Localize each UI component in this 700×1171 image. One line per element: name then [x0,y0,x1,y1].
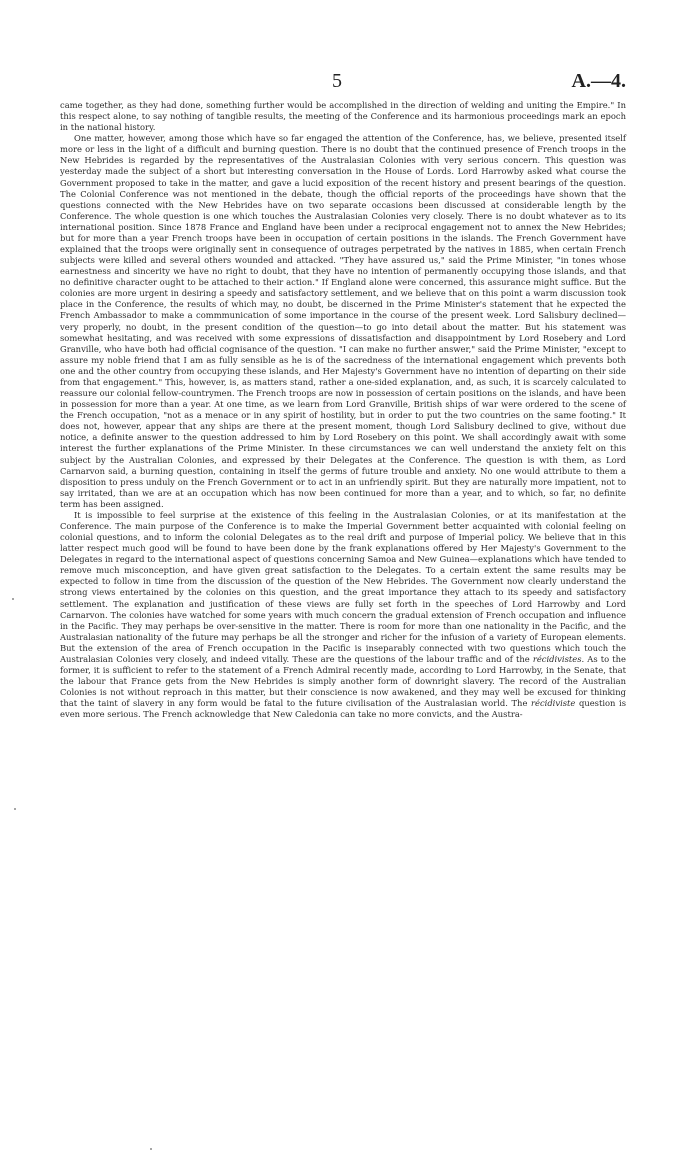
paragraph-2 [60,133,626,510]
paragraph-3-text-a: It is impossible to feel surprise at the existence of this feeling in the Australasian Colonies, or at its manifestation at the Conference. The main purpose of the Conference is to make the Imperial Government better acquainted with colonial feeling on colonial questions, and to inform the colonial Delegates as to the real drift and purpose of Imperial policy. We believe that in this latter respect much good will be found to have been done by the frank explanations offered by Her Majesty's Government to the Delegates in regard to the international aspect of questions concerning Samoa and New Guinea—explanations which have tended to remove much misconception, and have given great satisfaction to the Delegates. To a certain extent the same results may be expected to follow in time from the discussion of the question of the New Hebrides. The Government now clearly understand the strong views entertained by the colonies on this question, and the great importance they attach to its speedy and satisfactory settlement. The explanation and justification of these views are fully set forth in the speeches of Lord Harrowby and Lord Carnarvon. The colonies have watched for some years with much concern the gradual extension of French occupation and influence in the Pacific. They may perhaps be over-sensitive in the matter. There is room for more than one nationality in the Pacific, and the Australasian nationality of the future may perhaps be all the stronger and richer for the infusion of a variety of European elements. But the extension of the area of French occupation in the Pacific is inseparably connected with two questions which touch the Australasian Colonies very closely, and indeed vitally. These are the questions of the labour traffic and of the [60,509,626,664]
scan-speck [150,1148,152,1150]
page-number: 5 [332,70,342,92]
paragraph-3 [60,510,626,720]
page-header [60,70,626,96]
paragraph-1 [60,100,626,133]
recidiviste-term: récidiviste [530,698,576,709]
paragraph-2-text: One matter, however, among those which have so far engaged the attention of the Conference, has, we believe, presented itself more or less in the light of a difficult and burning question. There is no doubt that the continued presence of French troops in the New Hebrides is regarded by the representatives of the Australasian Colonies with very serious concern. This question was yesterday made the subject of a short but interesting conversation in the House of Lords. Lord Harrowby asked what course the Government proposed to take in the matter, and gave a lucid exposition of the recent history and present bearings of the question. The Colonial Conference was not mentioned in the debate, though the official reports of the proceedings have shown that the questions connected with the New Hebrides have on two separate occasions been discussed at considerable length by the Conference. The whole question is one which touches the Australasian Colonies very closely. There is no doubt whatever as to its international position. Since 1878 France and England have been under a reciprocal engagement not to annex the New Hebrides; but for more than a year French troops have been in occupation of certain positions in the islands. The French Government have explained that the troops were originally sent in consequence of outrages perpetrated by the natives in 1885, when certain French subjects were killed and several others wounded and attacked. "They have assured us," said the Prime Minister, "in tones whose earnestness and sincerity we have no right to doubt, that they have no intention of permanently occupying those islands, and that no definitive character ought to be attached to their action." If England alone were concerned, this assurance might suffice. But the colonies are more urgent in desiring a speedy and satisfactory settlement, and we believe that on this point a warm discussion took place in the Conference, the results of which may, no doubt, be discerned in the Prime Minister's statement that he expected the French Ambassador to make a commmunication of some importance in the course of the present week. Lord Salisbury declined—very properly, no doubt, in the present condition of the question—to go into detail about the matter. But his statement was somewhat hesitating, and was received with some expressions of dissatisfaction and disappointment by Lord Rosebery and Lord Granville, who have both had official cognisance of the question. "I can make no further answer," said the Prime Minister, "except to assure my noble friend that I am as fully sensible as he is of the sacredness of the international engagement which prevents both one and the other country from occupying these islands, and Her Majesty's Government have no intention of departing on their side from that engagement." This, however, is, as matters stand, rather a one-sided explanation, and, as such, it is scarcely calculated to reassure our colonial fellow-countrymen. The French troops are now in possession of certain positions on the islands, and have been in possession for more than a year. At one time, as we learn from Lord Granville, British ships of war were ordered to the scene of the French occupation, "not as a menace or in any spirit of hostility, but in order to put the two countries on the same footing." It does not, however, appear that any ships are there at the present moment, though Lord Salisbury declined to give, without due notice, a definite answer to the question addressed to him by Lord Rosebery on this point. We shall accordingly await with some interest the further explanations of the Prime Minister. In these circumstances we can well understand the anxiety felt on this subject by the Australian Colonies, and expressed by their Delegates at the Conference. The question is with them, as Lord Carnarvon said, a burning question, containing in itself the germs of future trouble and anxiety. No one would attribute to them a disposition to press unduly on the French Government or to act in an unfriendly spirit. But they are naturally more impatient, not to say irritated, than we are at an occupation which has now been continued for more than a year, and to which, so far, no definite term has been assigned. [60,133,626,509]
article-body [60,100,626,720]
paragraph-3-text-b: . As to the former, it is sufficient to refer to the statement of a French Admiral recently made, according to Lord Harrowby, in the Senate, that the labour that France gets from the New Hebrides is simply another form of downright slavery. The record of the Australian Colonies is not without reproach in this matter, but their conscience is now awakened, and they may well be excused for thinking that the taint of slavery in any form would be fatal to the future civilisation of the Australasian world. The [60,653,626,709]
recidivistes-term: récidivistes [532,653,582,664]
scan-speck [14,808,16,810]
paragraph-3-text-c: question is even more serious. The French acknowledge that New Caledonia can take no more convicts, and the Austra- [60,698,626,720]
document-reference: A.—4. [571,70,626,92]
scan-speck [12,598,14,600]
paragraph-1-text: came together, as they had done, something further would be accomplished in the direction of welding and uniting the Empire." In this respect alone, to say nothing of tangible results, the meeting of the Conference and its harmonious proceedings mark an epoch in the national history. [60,100,626,133]
